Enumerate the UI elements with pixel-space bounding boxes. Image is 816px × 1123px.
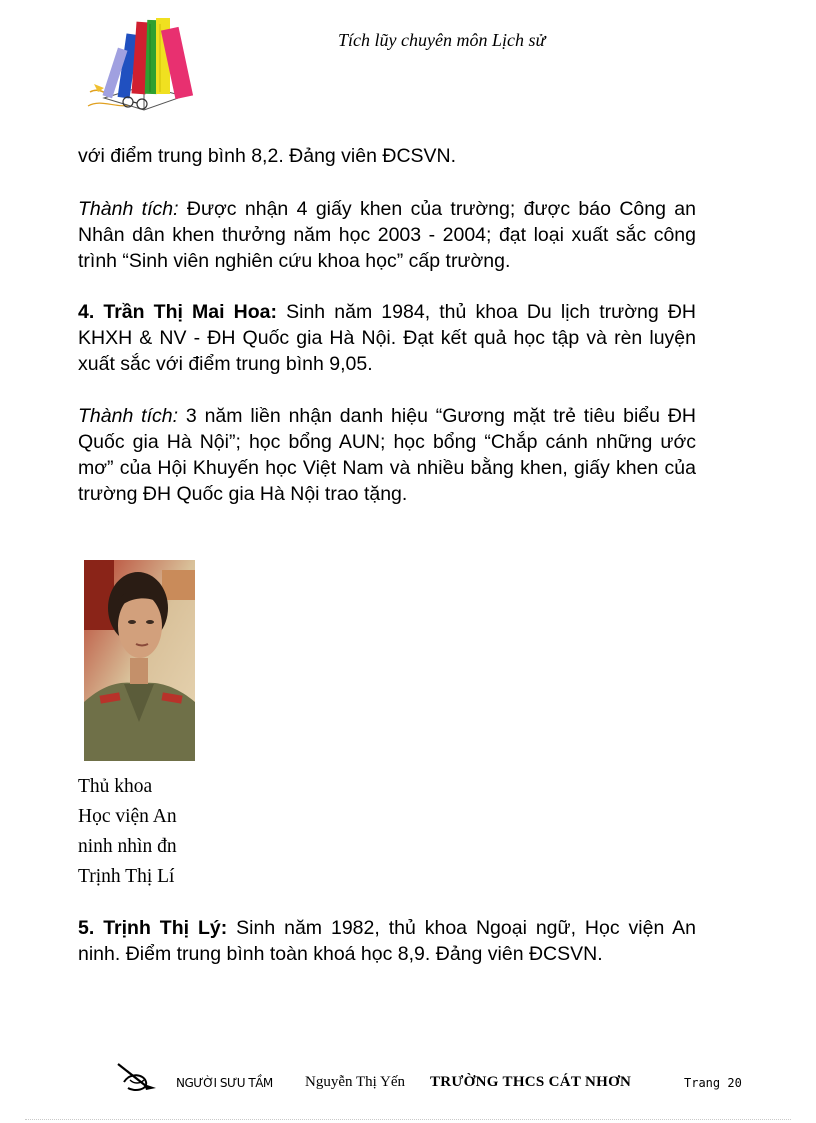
person-5-name: 5. Trịnh Thị Lý: [78, 917, 228, 939]
person-4-text: Sinh năm 1984, thủ khoa Du lịch trường ĐH KHXH & NV - ĐH Quốc gia Hà Nội. Đạt kết quả học tập và rèn luyện xuất sắc với điểm trung bình 9,05. [78, 301, 696, 375]
bottom-divider [25, 1119, 791, 1120]
paragraph-person-5 [78, 915, 696, 967]
paragraph-person-4 [78, 299, 696, 377]
portrait-photo [84, 560, 195, 761]
pen-icon [116, 1062, 160, 1094]
page-number: Trang 20 [684, 1076, 742, 1090]
achievements-text: 3 năm liền nhận danh hiệu “Gương mặt trẻ tiêu biểu ĐH Quốc gia Hà Nội”; học bổng AUN; học bổng “Chắp cánh những ước mơ” của Hội Khuyến học Việt Nam và nhiều bằng khen, giấy khen của trường ĐH Quốc gia Hà Nội trao tặng. [78, 405, 696, 505]
achievements-label: Thành tích: [78, 405, 178, 427]
books-icon [84, 14, 208, 114]
paragraph-grade-1: với điểm trung bình 8,2. Đảng viên ĐCSVN. [78, 145, 457, 167]
footer-collector-label: NGƯỜI SƯU TẦM [176, 1076, 273, 1090]
caption-line: Trịnh Thị Lí [78, 866, 175, 887]
paragraph-achievements-2 [78, 403, 696, 507]
header-title: Tích lũy chuyên môn Lịch sử [338, 30, 546, 50]
page-footer [0, 1066, 816, 1100]
caption-line: Học viện An [78, 806, 177, 827]
photo-caption [78, 772, 177, 892]
person-4-name: 4. Trần Thị Mai Hoa: [78, 301, 277, 323]
caption-line: ninh nhìn đn [78, 836, 177, 857]
achievements-text: Được nhận 4 giấy khen của trường; được báo Công an Nhân dân khen thưởng năm học 2003 - 2004; đạt loại xuất sắc công trình “Sinh viên nghiên cứu khoa học” cấp trường. [78, 198, 696, 272]
footer-author: Nguyễn Thị Yến [305, 1074, 405, 1090]
caption-line: Thủ khoa [78, 776, 153, 797]
achievements-label: Thành tích: [78, 198, 179, 220]
person-5-text: Sinh năm 1982, thủ khoa Ngoại ngữ, Học viện An ninh. Điểm trung bình toàn khoá học 8,9. Đảng viên ĐCSVN. [78, 917, 697, 965]
footer-school: TRƯỜNG THCS CÁT NHƠN [430, 1074, 632, 1090]
paragraph-achievements-1 [78, 196, 696, 274]
